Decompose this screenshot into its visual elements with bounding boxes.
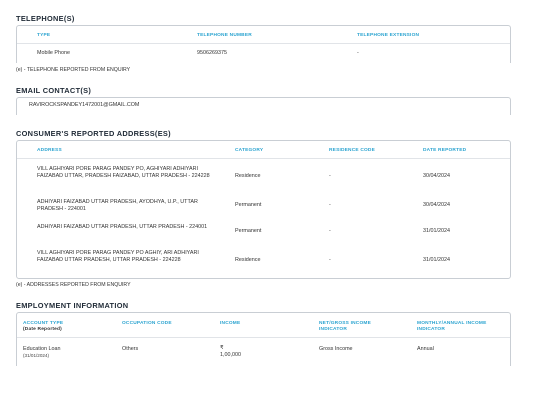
col-header-category: CATEGORY [235, 148, 264, 153]
employment-account-type [23, 346, 60, 358]
col-header-net-gross-income-indicator: NET/GROSS INCOME INDICATOR [319, 321, 371, 332]
telephones-table [16, 25, 511, 63]
address-date-reported: 30/04/2024 [423, 173, 450, 179]
addresses-title: CONSUMER'S REPORTED ADDRESS(ES) [16, 129, 171, 138]
address-residence-code: - [329, 202, 331, 208]
col-header-address: ADDRESS [37, 148, 62, 153]
account-type-header-sub: (Date Reported) [23, 326, 62, 332]
income-value: 1,00,000 [220, 352, 241, 358]
header-divider [17, 158, 510, 159]
telephone-type: Mobile Phone [37, 50, 70, 56]
employment-occupation: Others [122, 346, 139, 352]
account-type-date: (31/01/2024) [23, 353, 50, 359]
col-header-date-reported: DATE REPORTED [423, 148, 467, 153]
address-text: VILL AGHIYARI PORE PARAG PANDEY PO, AGHIYARI ADHIYARI FAIZABAD UTTAR, PRADESH FAIZABAD, UTTAR PRADESH - 224228 [37, 166, 210, 180]
address-residence-code: - [329, 257, 331, 263]
telephone-extension: - [357, 50, 359, 56]
header-divider [17, 337, 510, 338]
address-text: ADHIYARI FAIZABAD UTTAR PRADESH, AYODHYA, U.P., UTTAR PRADESH - 224001 [37, 199, 198, 213]
col-header-telephone-number: TELEPHONE NUMBER [197, 33, 252, 38]
col-header-occupation-code: OCCUPATION CODE [122, 321, 172, 326]
col-header-residence-code: RESIDENCE CODE [329, 148, 375, 153]
address-category: Permanent [235, 228, 262, 234]
col-header-type: TYPE [37, 33, 51, 38]
account-type-header-label: ACCOUNT TYPE [23, 321, 64, 326]
address-residence-code: - [329, 173, 331, 179]
employment-monthly-annual: Annual [417, 346, 434, 352]
address-date-reported: 30/04/2024 [423, 202, 450, 208]
addresses-note: (e) - ADDRESSES REPORTED FROM ENQUIRY [16, 282, 131, 288]
employment-income [220, 345, 241, 359]
header-divider [17, 43, 510, 44]
col-header-account-type [23, 321, 63, 332]
emails-title: EMAIL CONTACT(S) [16, 86, 92, 95]
address-text: VILL AGHIYARI PORE PARAG PANDEY PO AGHIY, ARI ADHIYARI FAIZABAD UTTAR PRADESH, UTTAR PRADESH - 224228 [37, 250, 199, 264]
address-date-reported: 31/01/2024 [423, 257, 450, 263]
address-category: Residence [235, 257, 261, 263]
address-category: Residence [235, 173, 261, 179]
employment-title: EMPLOYMENT INFORMATION [16, 301, 129, 310]
emails-box [16, 97, 511, 115]
telephones-note: (e) - TELEPHONE REPORTED FROM ENQUIRY [16, 67, 131, 73]
addresses-table [16, 140, 511, 279]
income-currency: ₹ [220, 345, 224, 351]
col-header-telephone-extension: TELEPHONE EXTENSION [357, 33, 420, 38]
col-header-income: INCOME [220, 321, 241, 326]
account-type-value: Education Loan [23, 346, 61, 352]
col-header-monthly-annual-income-indicator: MONTHLY/ANNUAL INCOME INDICATOR [417, 321, 487, 332]
email-item: RAVIROCKSPANDEY1472001@GMAIL.COM [29, 102, 140, 108]
address-residence-code: - [329, 228, 331, 234]
telephones-title: TELEPHONE(S) [16, 14, 75, 23]
employment-table [16, 312, 511, 366]
employment-net-gross: Gross Income [319, 346, 353, 352]
address-text: ADHIYARI FAIZABAD UTTAR PRADESH, UTTAR PRADESH - 224001 [37, 224, 208, 230]
telephone-number: 9506269375 [197, 50, 227, 56]
address-category: Permanent [235, 202, 262, 208]
address-date-reported: 31/01/2024 [423, 228, 450, 234]
